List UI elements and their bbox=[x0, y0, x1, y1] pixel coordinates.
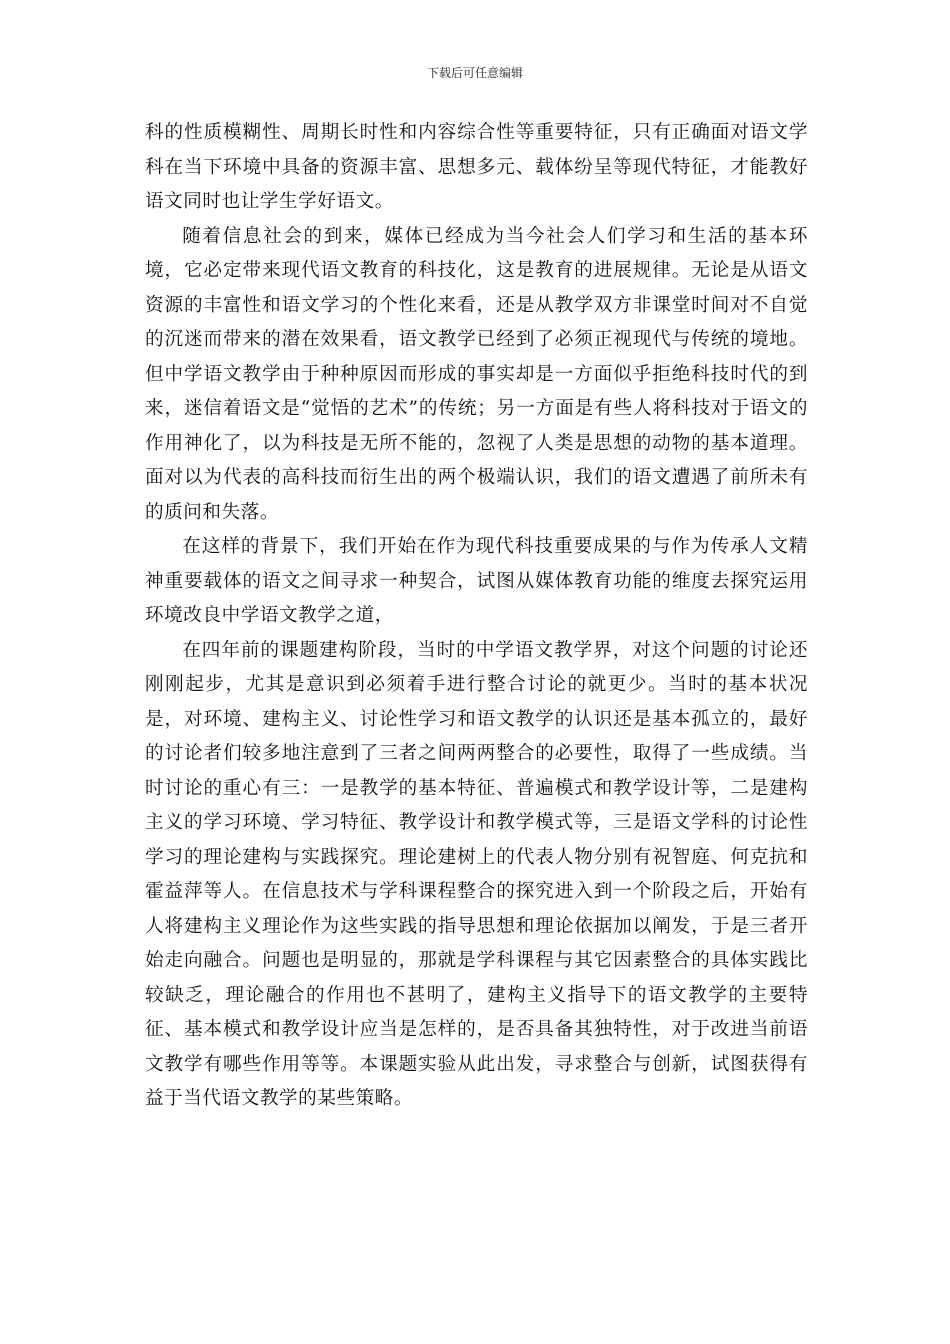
document-body bbox=[145, 116, 808, 1117]
paragraph-research-history: 在四年前的课题建构阶段，当时的中学语文教学界，对这个问题的讨论还刚刚起步，尤其是意识到必须着手进行整合讨论的就更少。当时的基本状况是，对环境、建构主义、讨论性学习和语文教学的认识还是基本孤立的，最好的讨论者们较多地注意到了三者之间两两整合的必要性，取得了一些成绩。当时讨论的重心有三：一是教学的基本特征、普遍模式和教学设计等，二是建构主义的学习环境、学习特征、教学设计和教学模式等，三是语文学科的讨论性学习的理论建构与实践探究。理论建树上的代表人物分别有祝智庭、何克抗和霍益萍等人。在信息技术与学科课程整合的探究进入到一个阶段之后，开始有人将建构主义理论作为这些实践的指导思想和理论依据加以阐发，于是三者开始走向融合。问题也是明显的，那就是学科课程与其它因素整合的具体实践比较缺乏，理论融合的作用也不甚明了，建构主义指导下的语文教学的主要特征、基本模式和教学设计应当是怎样的，是否具备其独特性，对于改进当前语文教学有哪些作用等等。本课题实验从此出发，寻求整合与创新，试图获得有益于当代语文教学的某些策略。 bbox=[145, 639, 808, 1109]
page-header-note: 下载后可任意编辑 bbox=[426, 66, 523, 80]
paragraph-information-society: 随着信息社会的到来，媒体已经成为当今社会人们学习和生活的基本环境，它必定带来现代语文教育的科技化，这是教育的进展规律。无论是从语文资源的丰富性和语文学习的个性化来看，还是从教学双方非课堂时间对不自觉的沉迷而带来的潜在效果看，语文教学已经到了必须正视现代与传统的境地。但中学语文教学由于种种原因而形成的事实却是一方面似乎拒绝科技时代的到来，迷信着语文是“觉悟的艺术”的传统；另一方面是有些人将科技对于语文的作用神化了，以为科技是无所不能的，忽视了人类是思想的动物的基本道理。面对以为代表的高科技而衍生出的两个极端认识，我们的语文遭遇了前所未有的质问和失落。 bbox=[145, 225, 808, 523]
paragraph-continuation: 科的性质模糊性、周期长时性和内容综合性等重要特征，只有正确面对语文学科在当下环境中具备的资源丰富、思想多元、载体纷呈等现代特征，才能教好语文同时也让学生学好语文。 bbox=[145, 122, 808, 212]
paragraph-background: 在这样的背景下，我们开始在作为现代科技重要成果的与作为传承人文精神重要载体的语文之间寻求一种契合，试图从媒体教育功能的维度去探究运用环境改良中学语文教学之道， bbox=[145, 536, 808, 626]
